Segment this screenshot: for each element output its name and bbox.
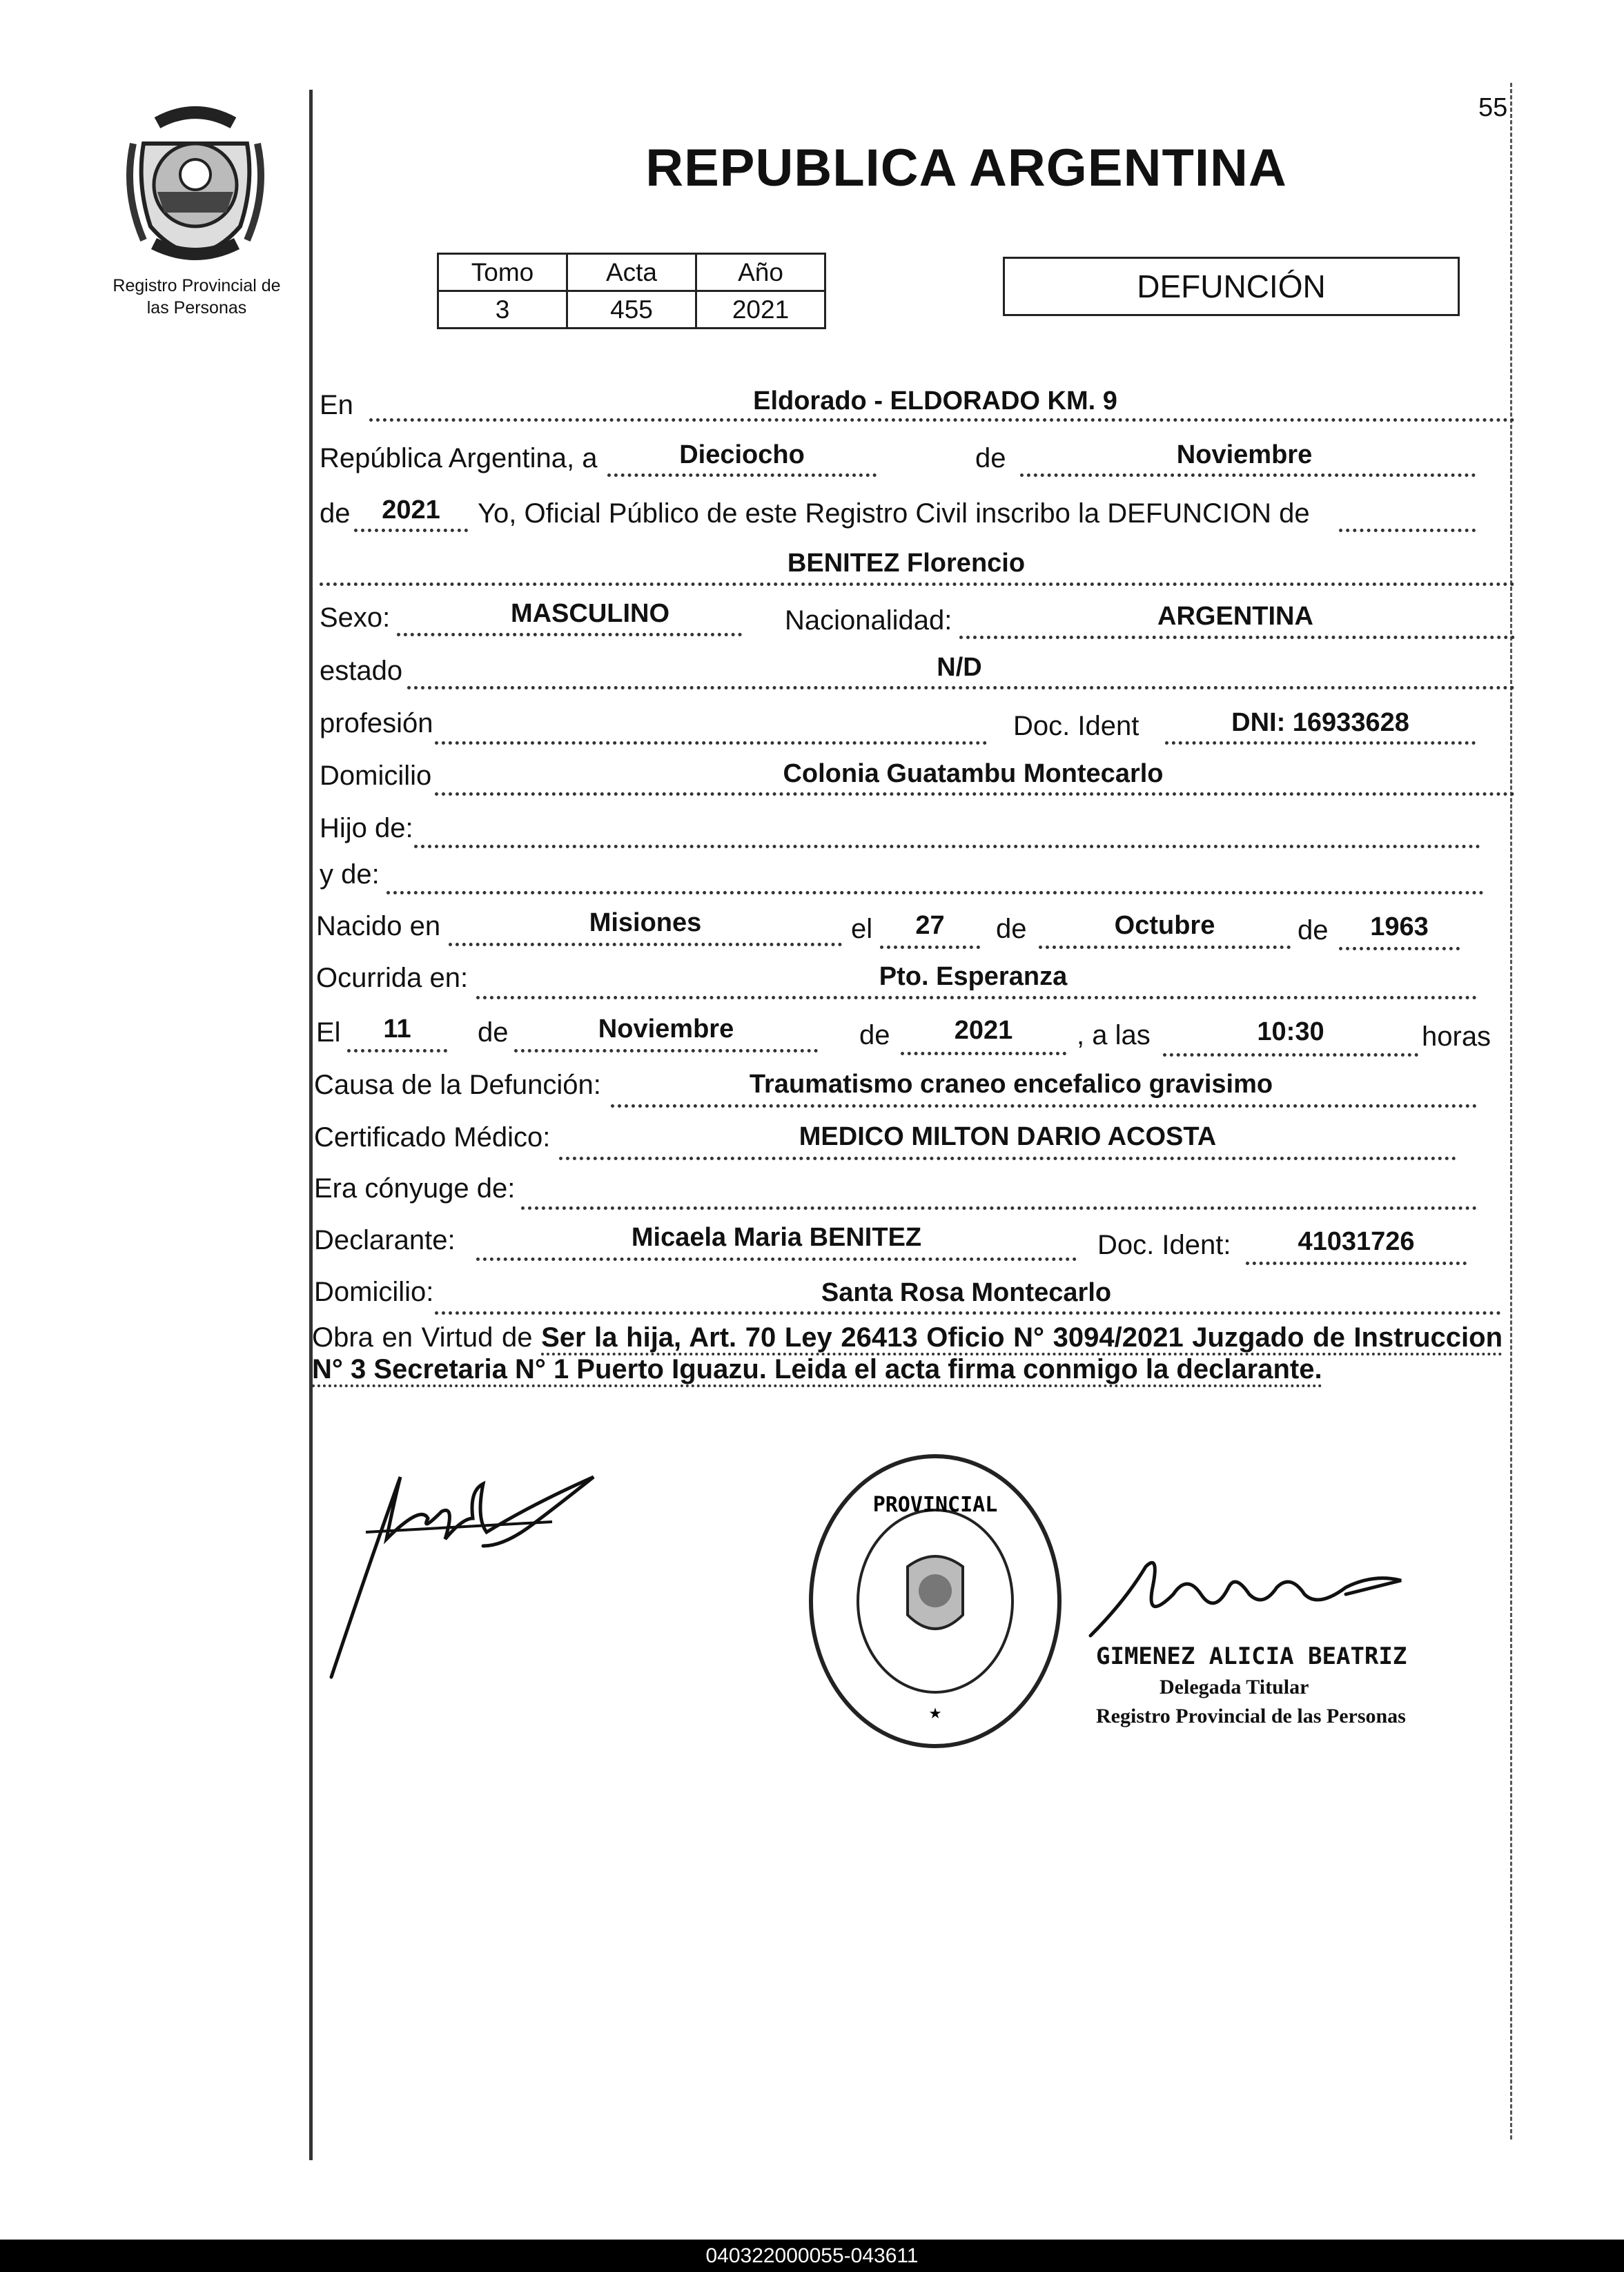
dotted-line: [1020, 473, 1476, 477]
value-causa: Traumatismo craneo encefalico gravisimo: [749, 1070, 1273, 1099]
label-hijo-de: Hijo de:: [320, 813, 413, 843]
label-el: El: [316, 1017, 341, 1048]
value-nacido-anio: 1963: [1370, 912, 1429, 941]
dotted-line: [476, 1257, 1077, 1261]
label-de: de: [478, 1017, 509, 1048]
right-margin-line: [1510, 83, 1512, 2139]
label-de: de: [996, 914, 1027, 944]
registry-org-name: [83, 275, 311, 319]
dotted-line: [607, 473, 877, 477]
label-de: de: [320, 498, 351, 529]
dotted-line: [369, 418, 1515, 422]
reference-value-anio: 2021: [696, 291, 825, 329]
label-nacionalidad: Nacionalidad:: [785, 605, 952, 636]
label-estado: estado: [320, 656, 403, 686]
dotted-line: [320, 582, 1515, 586]
reference-value-tomo: 3: [438, 291, 567, 329]
value-mes-inscripcion: Noviembre: [1176, 440, 1313, 469]
value-estado: N/D: [937, 653, 982, 682]
dotted-line: [959, 636, 1515, 639]
value-fallecio-dia: 11: [383, 1015, 411, 1044]
value-nacido-dia: 27: [915, 911, 945, 940]
value-sexo: MASCULINO: [510, 599, 670, 628]
label-sexo: Sexo:: [320, 603, 391, 633]
label-profesion: profesión: [320, 708, 433, 738]
value-fallecio-hora: 10:30: [1257, 1017, 1324, 1046]
value-domicilio: Colonia Guatambu Montecarlo: [783, 759, 1164, 788]
value-declarante-doc: 41031726: [1298, 1227, 1415, 1256]
value-doc-ident: DNI: 16933628: [1231, 708, 1409, 737]
dotted-line: [880, 946, 980, 949]
official-org: Registro Provincial de las Personas: [1096, 1705, 1406, 1727]
dotted-line: [347, 1049, 447, 1052]
label-certificado: Certificado Médico:: [314, 1122, 551, 1153]
value-domicilio-declarante: Santa Rosa Montecarlo: [821, 1278, 1112, 1307]
registry-org-line1: Registro Provincial de: [112, 276, 281, 295]
label-en: En: [320, 390, 353, 420]
dotted-line: [901, 1052, 1066, 1055]
dotted-line: [514, 1049, 818, 1052]
declarant-signature: [324, 1463, 614, 1684]
dotted-line: [1339, 529, 1476, 532]
dotted-line: [435, 1311, 1501, 1315]
official-signature: [1084, 1546, 1415, 1649]
official-name: GIMENEZ ALICIA BEATRIZ: [1096, 1643, 1407, 1670]
label-yo-oficial: Yo, Oficial Público de este Registro Civil inscribo la DEFUNCION de: [478, 498, 1310, 529]
value-obra-texto: Ser la hija, Art. 70 Ley 26413 Oficio N° 3094/2021 Juzgado de Instruccion N° 3 Secretaria N° 1 Puerto Iguazu. Leida el acta firma conmigo la declarante.: [312, 1322, 1503, 1387]
label-republica: República Argentina, a: [320, 443, 598, 473]
label-causa: Causa de la Defunción:: [314, 1070, 601, 1100]
reference-header-tomo: Tomo: [438, 254, 567, 291]
value-fallecio-mes: Noviembre: [598, 1015, 734, 1044]
legal-basis-paragraph: [312, 1322, 1503, 1385]
label-declarante: Declarante:: [314, 1225, 456, 1255]
dotted-line: [476, 996, 1477, 999]
label-obra: Obra en Virtud de: [312, 1322, 533, 1353]
page-title: REPUBLICA ARGENTINA: [645, 139, 1287, 197]
value-nacido-en: Misiones: [589, 908, 702, 937]
svg-text:PROVINCIAL: PROVINCIAL: [872, 1493, 998, 1517]
value-ocurrida-en: Pto. Esperanza: [879, 962, 1068, 991]
dotted-line: [1339, 947, 1460, 950]
value-certificado: MEDICO MILTON DARIO ACOSTA: [799, 1122, 1217, 1151]
official-seal-stamp: [804, 1449, 1066, 1753]
value-nacido-mes: Octubre: [1114, 911, 1215, 940]
dotted-line: [521, 1206, 1477, 1210]
dotted-line: [387, 891, 1484, 894]
official-role: Delegada Titular: [1160, 1676, 1309, 1698]
page-number: 55: [1478, 93, 1508, 122]
label-domicilio: Domicilio: [320, 761, 432, 791]
document-type-box: DEFUNCIÓN: [1003, 257, 1460, 316]
label-conyuge: Era cónyuge de:: [314, 1173, 516, 1204]
dotted-line: [414, 845, 1480, 848]
value-declarante: Micaela Maria BENITEZ: [631, 1223, 922, 1252]
dotted-line: [611, 1104, 1477, 1108]
label-a-las: , a las: [1077, 1020, 1151, 1050]
label-doc-ident: Doc. Ident:: [1097, 1230, 1231, 1260]
label-de: de: [859, 1020, 890, 1050]
dotted-line: [1163, 1053, 1418, 1057]
reference-header-acta: Acta: [567, 254, 696, 291]
label-ocurrida-en: Ocurrida en:: [316, 963, 469, 993]
label-y-de: y de:: [320, 859, 380, 890]
value-dia-inscripcion: Dieciocho: [679, 440, 805, 469]
label-el: el: [851, 914, 873, 944]
dotted-line: [435, 741, 987, 745]
dotted-line: [407, 686, 1515, 689]
label-de: de: [975, 443, 1006, 473]
reference-value-row: [438, 291, 825, 329]
value-nacionalidad: ARGENTINA: [1157, 602, 1313, 631]
label-nacido-en: Nacido en: [316, 911, 441, 941]
reference-value-acta: 455: [567, 291, 696, 329]
dotted-line: [354, 529, 468, 532]
footer-barcode-text: 040322000055-043611: [0, 2240, 1624, 2272]
reference-header-anio: Año: [696, 254, 825, 291]
dotted-line: [397, 633, 742, 636]
value-lugar: Eldorado - ELDORADO KM. 9: [753, 386, 1117, 415]
left-margin-line: [309, 90, 313, 2160]
label-horas: horas: [1422, 1021, 1491, 1052]
dotted-line: [449, 943, 842, 946]
label-doc-ident: Doc. Ident: [1013, 711, 1139, 741]
dotted-line: [559, 1157, 1456, 1160]
value-fallecio-anio: 2021: [954, 1016, 1013, 1045]
coat-of-arms-logo: [123, 102, 268, 264]
value-nombre-fallecido: BENITEZ Florencio: [787, 549, 1026, 578]
registry-org-line2: las Personas: [146, 298, 247, 317]
dotted-line: [1246, 1262, 1467, 1265]
reference-header-row: [438, 254, 825, 291]
label-de: de: [1298, 915, 1329, 946]
dotted-line: [435, 792, 1515, 796]
reference-table: [437, 253, 826, 329]
dotted-line: [1039, 946, 1291, 949]
svg-text:★: ★: [928, 1700, 942, 1724]
label-domicilio-declarante: Domicilio:: [314, 1277, 434, 1307]
dotted-line: [1165, 741, 1476, 745]
value-anio-inscripcion: 2021: [382, 496, 440, 525]
